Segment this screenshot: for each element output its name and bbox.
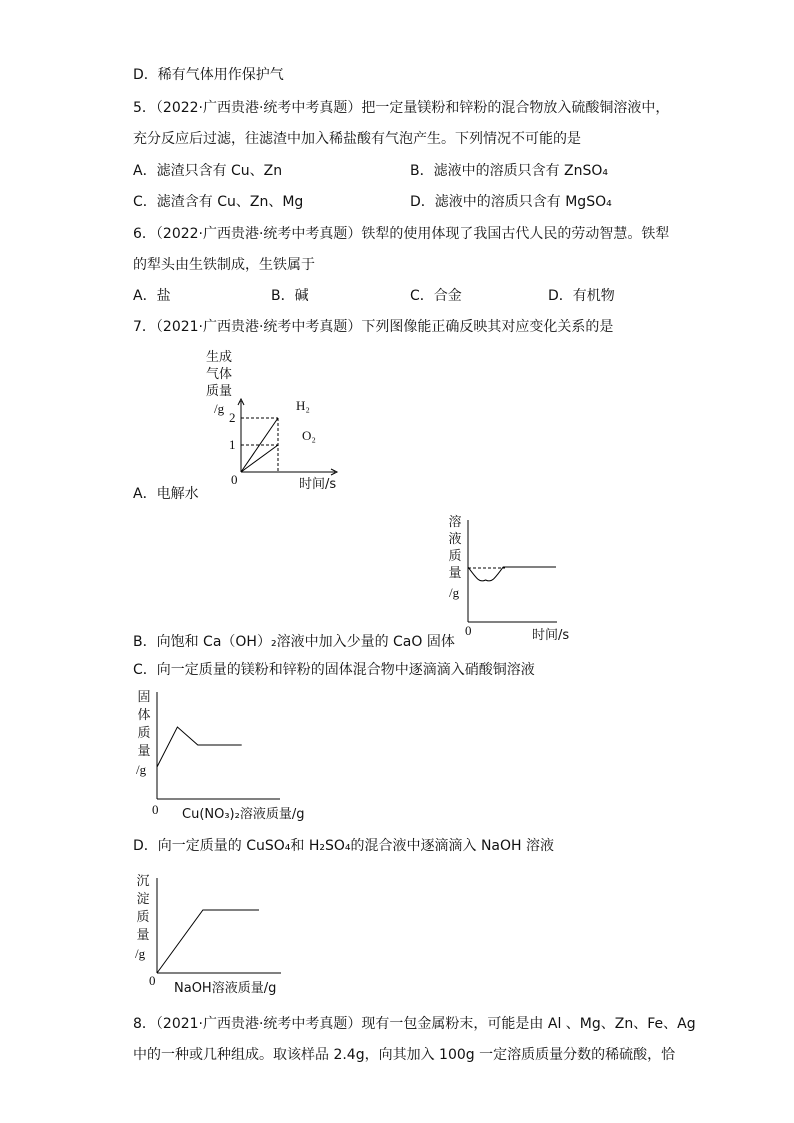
chart-c-origin: 0 bbox=[152, 802, 159, 817]
chart-a-legend-o2: O₂ bbox=[302, 428, 316, 443]
q4-option-d: D．稀有气体用作保护气 bbox=[133, 67, 284, 83]
chart-b-ylabel-1: 溶 bbox=[448, 515, 462, 530]
chart-a-ytick-2: 2 bbox=[229, 410, 236, 425]
chart-c-line bbox=[157, 727, 242, 767]
q7-option-c: C．向一定质量的镁粉和锌粉的固体混合物中逐滴滴入硝酸铜溶液 bbox=[133, 662, 535, 678]
chart-d-ylabel-5: /g bbox=[135, 946, 146, 961]
chart-a-line-o2 bbox=[241, 445, 278, 472]
q7-option-d: D．向一定质量的 CuSO₄和 H₂SO₄的混合液中逐滴滴入 NaOH 溶液 bbox=[133, 838, 555, 854]
chart-b-axes bbox=[468, 520, 557, 622]
chart-d-ylabel-2: 淀 bbox=[136, 892, 150, 907]
chart-d-ylabel-1: 沉 bbox=[136, 874, 150, 889]
chart-a-ylabel-3: 质量 bbox=[206, 384, 233, 399]
chart-d-xlabel: NaOH溶液质量/g bbox=[174, 981, 277, 996]
chart-d-ylabel-3: 质 bbox=[136, 910, 150, 925]
chart-a-origin: 0 bbox=[231, 472, 238, 487]
chart-c-xlabel: Cu(NO₃)₂溶液质量/g bbox=[182, 807, 305, 822]
chart-b-origin: 0 bbox=[465, 623, 472, 638]
q5-option-c: C．滤渣含有 Cu、Zn、Mg bbox=[133, 194, 304, 210]
q6-stem-line-1: 6．（2022·广西贵港·统考中考真题）铁犁的使用体现了我国古代人民的劳动智慧。铁犁 bbox=[133, 226, 670, 242]
q5-option-a: A．滤渣只含有 Cu、Zn bbox=[133, 163, 283, 179]
chart-a-legend-h2: H₂ bbox=[296, 398, 310, 413]
q6-option-a: A．盐 bbox=[133, 288, 171, 304]
chart-c-ylabel-3: 质 bbox=[137, 726, 151, 741]
q7-option-b: B．向饱和 Ca（OH）₂溶液中加入少量的 CaO 固体 bbox=[133, 634, 455, 650]
q5-stem-line-1: 5．（2022·广西贵港·统考中考真题）把一定量镁粉和锌粉的混合物放入硫酸铜溶液中， bbox=[133, 100, 670, 116]
chart-c-ylabel-4: 量 bbox=[137, 744, 151, 759]
chart-b-ylabel-3: 质 bbox=[448, 549, 462, 564]
chart-a-ylabel-2: 气体 bbox=[206, 367, 233, 382]
chart-b-ylabel-5: /g bbox=[449, 585, 460, 600]
chart-c-ylabel-2: 体 bbox=[137, 708, 151, 723]
q5-stem-line-2: 充分反应后过滤，往滤渣中加入稀盐酸有气泡产生。下列情况不可能的是 bbox=[133, 131, 581, 147]
chart-d-ylabel-4: 量 bbox=[136, 928, 150, 943]
chart-c-ylabel-1: 固 bbox=[137, 690, 151, 705]
q8-stem-line-2: 中的一种或几种组成。取该样品 2.4g，向其加入 100g 一定溶质质量分数的稀硫酸，恰 bbox=[133, 1047, 676, 1063]
q6-option-d: D．有机物 bbox=[548, 288, 615, 304]
chart-d-origin: 0 bbox=[149, 973, 156, 988]
q7-stem: 7．（2021·广西贵港·统考中考真题）下列图像能正确反映其对应变化关系的是 bbox=[133, 319, 614, 335]
q6-option-b: B．碱 bbox=[271, 288, 309, 304]
q5-option-d: D．滤液中的溶质只含有 MgSO₄ bbox=[410, 194, 612, 210]
chart-b-line bbox=[468, 567, 556, 581]
q6-stem-line-2: 的犁头由生铁制成，生铁属于 bbox=[133, 257, 315, 273]
chart-a-ytick-1: 1 bbox=[229, 437, 236, 452]
q5-option-b: B．滤液中的溶质只含有 ZnSO₄ bbox=[410, 163, 609, 179]
q7-option-a: A．电解水 bbox=[133, 486, 199, 502]
chart-b-ylabel-2: 液 bbox=[448, 532, 462, 547]
chart-a-ylabel-1: 生成 bbox=[206, 350, 233, 365]
chart-b-ylabel-4: 量 bbox=[448, 566, 462, 581]
chart-c-ylabel-5: /g bbox=[136, 762, 147, 777]
q8-stem-line-1: 8．（2021·广西贵港·统考中考真题）现有一包金属粉末，可能是由 Al 、Mg、Zn、Fe、Ag bbox=[133, 1016, 696, 1032]
chart-a-ylabel-4: /g bbox=[214, 401, 225, 416]
q6-option-c: C．合金 bbox=[410, 288, 462, 304]
chart-d-axes bbox=[157, 878, 281, 973]
chart-d-line bbox=[157, 910, 259, 973]
chart-b-xlabel: 时间/s bbox=[532, 628, 570, 643]
chart-a-xlabel: 时间/s bbox=[299, 477, 337, 492]
